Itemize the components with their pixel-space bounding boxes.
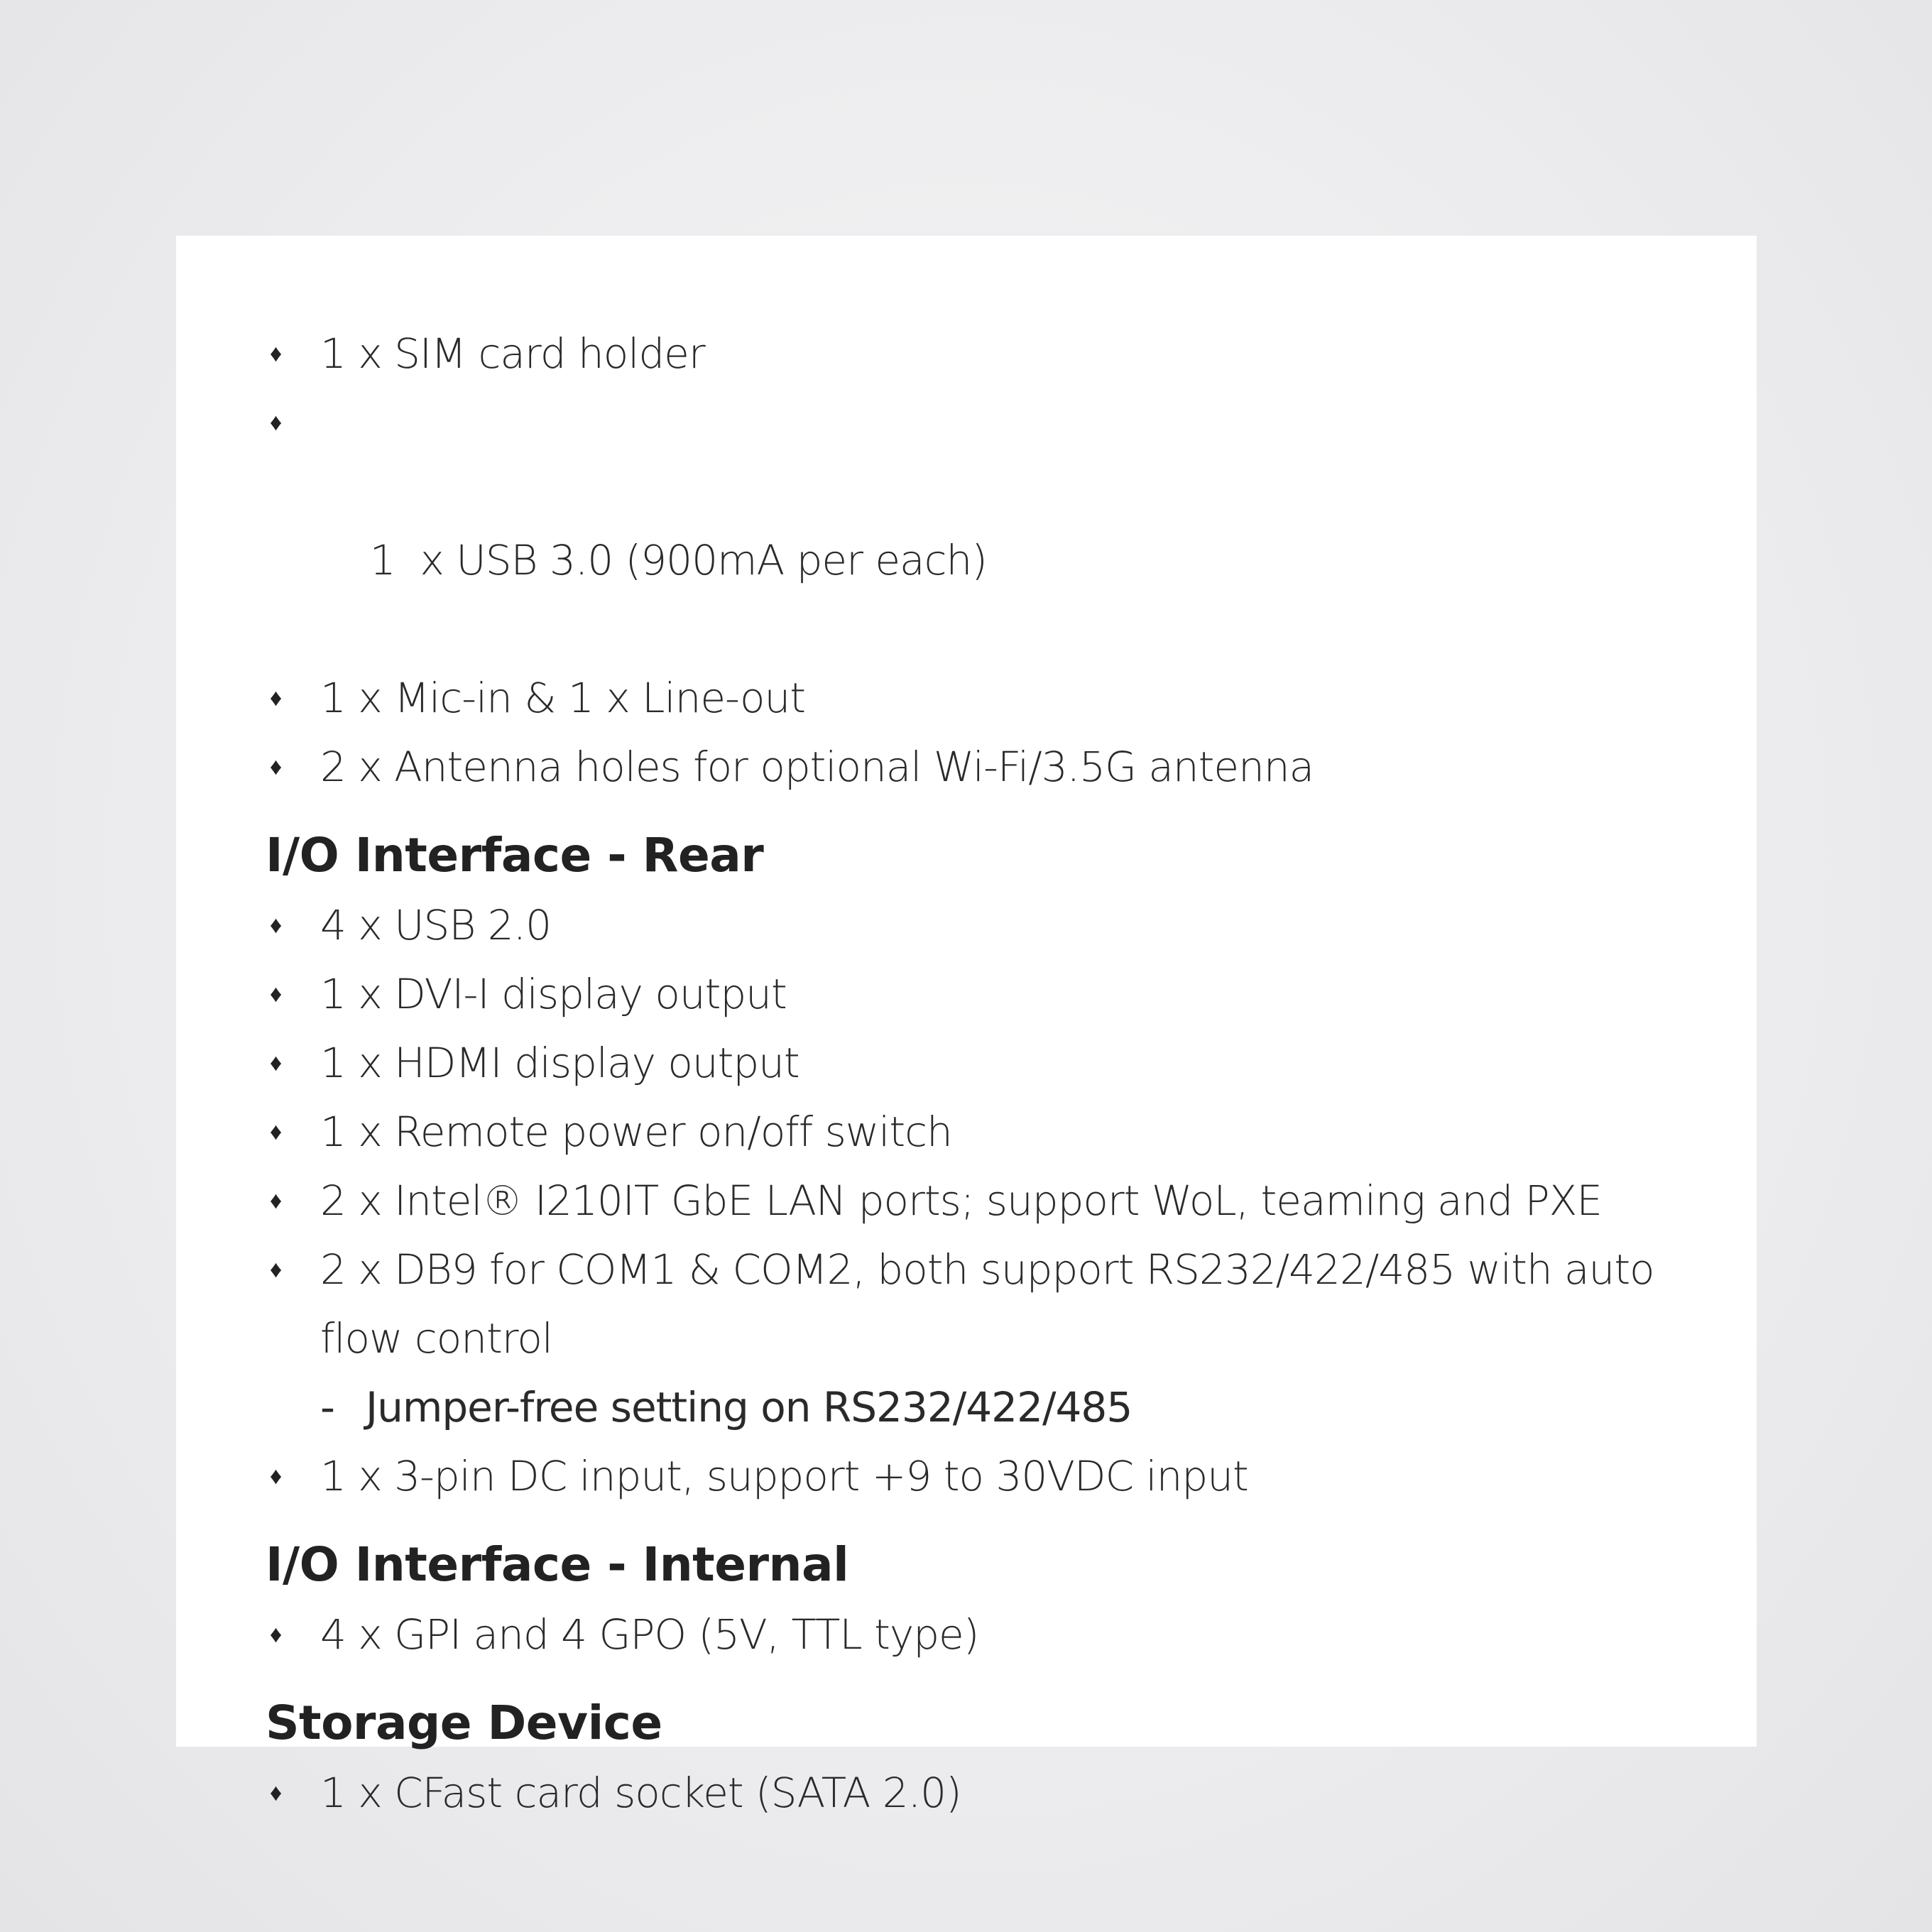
list-item	[266, 1600, 1714, 1669]
diamond-bullet-icon: ♦	[269, 1462, 282, 1490]
section-heading-io-rear: I/O Interface - Rear	[266, 828, 764, 883]
diamond-bullet-icon: ♦	[269, 753, 282, 781]
diamond-bullet-icon: ♦	[269, 1255, 282, 1284]
list-item	[266, 1167, 1714, 1235]
diamond-bullet-icon: ♦	[269, 1118, 282, 1146]
list-item	[266, 1442, 1714, 1511]
list-item	[266, 1029, 1714, 1098]
list-item-text: 1 x USB 3.0 (900mA per each)	[369, 536, 987, 584]
spec-card	[176, 236, 1757, 1817]
list-item	[266, 1759, 1714, 1828]
list-item	[266, 891, 1714, 960]
diamond-bullet-icon: ♦	[269, 1049, 282, 1077]
diamond-bullet-icon: ♦	[269, 1779, 282, 1807]
list-item	[266, 960, 1714, 1029]
diamond-bullet-icon: ♦	[269, 684, 282, 712]
diamond-bullet-icon: ♦	[269, 339, 282, 368]
list-item-text: 1 x HDMI display output	[320, 1039, 799, 1087]
section-heading-io-internal: I/O Interface - Internal	[266, 1537, 849, 1592]
list-item-text: 1 x Mic-in & 1 x Line-out	[320, 674, 806, 722]
list-item-text: 2 x DB9 for COM1 & COM2, both support RS232/422/485 with auto flow control	[320, 1245, 1654, 1363]
list-item	[266, 664, 1714, 733]
list-item	[266, 320, 1714, 388]
diamond-bullet-icon: ♦	[269, 1620, 282, 1649]
list-item-text: 2 x Antenna holes for optional Wi-Fi/3.5G antenna	[320, 743, 1314, 791]
diamond-bullet-icon: ♦	[269, 980, 282, 1008]
sub-list-item	[266, 1373, 1714, 1442]
list-item-text: 1 x CFast card socket (SATA 2.0)	[320, 1769, 961, 1817]
list-item	[266, 1235, 1714, 1373]
list-item-text: 1 x SIM card holder	[320, 329, 705, 378]
list-item-text: 1 x DVI-I display output	[320, 970, 787, 1018]
list-item	[266, 1098, 1714, 1167]
list-item-text: 1 x Remote power on/off switch	[320, 1108, 952, 1156]
dash-marker: -	[320, 1383, 334, 1431]
list-item-text: 2 x Intel® I210IT GbE LAN ports; support WoL, teaming and PXE	[320, 1177, 1603, 1225]
diamond-bullet-icon: ♦	[269, 1186, 282, 1215]
section-heading-storage: Storage Device	[266, 1696, 662, 1750]
list-item	[266, 388, 1714, 664]
list-item-text: 1 x 3-pin DC input, support +9 to 30VDC input	[320, 1452, 1248, 1500]
list-item-text: 4 x GPI and 4 GPO (5V, TTL type)	[320, 1610, 979, 1659]
list-item-text: 4 x USB 2.0	[320, 901, 552, 949]
diamond-bullet-icon: ♦	[269, 911, 282, 939]
list-item	[266, 733, 1714, 802]
sub-list-item-text: Jumper-free setting on RS232/422/485	[366, 1383, 1133, 1431]
diamond-bullet-icon: ♦	[269, 408, 282, 437]
